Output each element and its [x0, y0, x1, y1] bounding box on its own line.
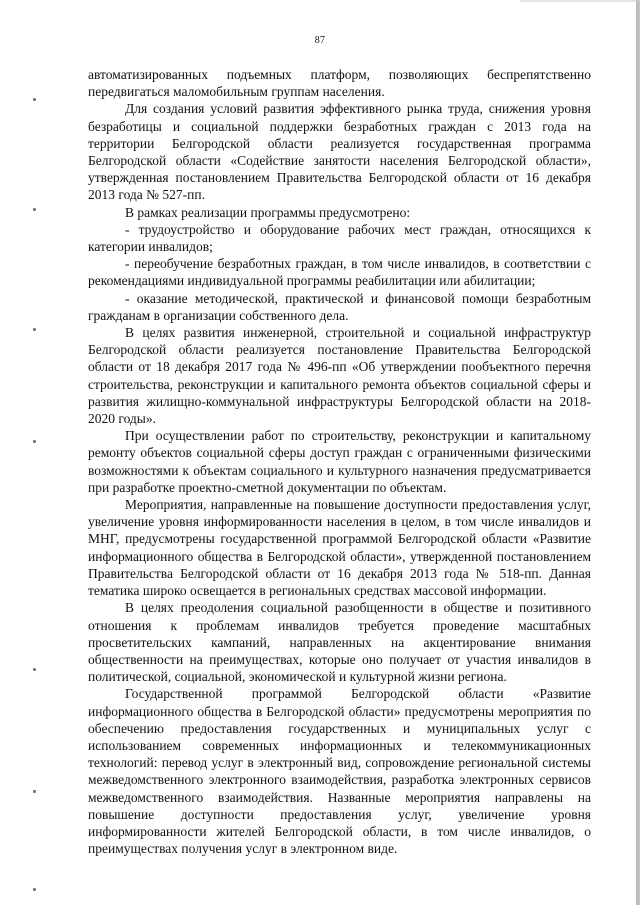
paragraph: При осуществлении работ по строительству, реконструкции и капитальному ремонту объектов социальной сферы доступ граждан с ограниченными физическими возможностями к объектам социального и культурного назначения предусматривается при разработке проектно-сметной документации по объектам. [88, 428, 591, 495]
page-number: 87 [314, 35, 326, 46]
paragraph: Государственной программой Белгородской области «Развитие информационного общества в Белгородской области» предусмотрены мероприятия по обеспечению предоставления государственных и муниципальных услуг с использованием современных информационных и телекоммуникационных технологий: перевод услуг в электронный вид, сопровождение региональной системы межведомственного электронного взаимодействия, разработка электронных сервисов межведомственного взаимодействия. Названные мероприятия направлены на повышение доступности предоставления услуг, увеличение уровня информированности жителей Белгородской области, в том числе инвалидов, о преимуществах получения услуг в электронном виде. [88, 686, 591, 857]
paragraph: автоматизированных подъемных платформ, позволяющих беспрепятственно передвигаться маломобильным группам населения. [88, 67, 591, 100]
scan-speck [33, 208, 36, 211]
scan-speck [33, 790, 36, 793]
document-body [88, 66, 591, 857]
paragraph: В целях преодоления социальной разобщенности в обществе и позитивного отношения к проблемам инвалидов требуется проведение масштабных просветительских кампаний, направленных на акцентирование внимания общественности на преимуществах, которые оно получает от участия инвалидов в политической, социальной, экономической и культурной жизни региона. [88, 600, 591, 685]
scan-speck [33, 668, 36, 671]
scan-speck [33, 888, 36, 891]
list-item: - трудоустройство и оборудование рабочих мест граждан, относящихся к категории инвалидов; [88, 221, 591, 255]
paragraph: В целях развития инженерной, строительной и социальной инфраструктур Белгородской области реализуется постановление Правительства Белгородской области от 18 декабря 2017 года № 496-пп «Об утверждении пообъектного перечня строительства, реконструкции и капитального ремонта объектов социальной сферы и развития жилищно-коммунальной инфраструктуры Белгородской области на 2018-2020 годы». [88, 325, 591, 427]
scan-speck [33, 98, 36, 101]
list-item: - оказание методической, практической и финансовой помощи безработным гражданам в организации собственного дела. [88, 290, 591, 323]
paragraph: Мероприятия, направленные на повышение доступности предоставления услуг, увеличение уровня информированности населения в целом, в том числе инвалидов и МНГ, предусмотрены государственной программой Белгородской области «Развитие информационного общества в Белгородской области», утвержденной постановлением Правительства Белгородской области от 16 декабря 2013 года № 518-пп. Данная тематика широко освещается в региональных средствах массовой информации. [88, 497, 591, 599]
paragraph: Для создания условий развития эффективного рынка труда, снижения уровня безработицы и социальной поддержки безработных граждан с 2013 года на территории Белгородской области реализуется государственная программа Белгородской области «Содействие занятости населения Белгородской области», утвержденная постановлением Правительства Белгородской области от 16 декабря 2013 года № 527-пп. [88, 101, 591, 203]
paragraph: В рамках реализации программы предусмотрено: [125, 204, 411, 220]
scan-speck [33, 328, 36, 331]
list-item: - переобучение безработных граждан, в том числе инвалидов, в соответствии с рекомендациями индивидуальной программы реабилитации или абилитации; [88, 256, 591, 289]
scan-speck [33, 440, 36, 443]
